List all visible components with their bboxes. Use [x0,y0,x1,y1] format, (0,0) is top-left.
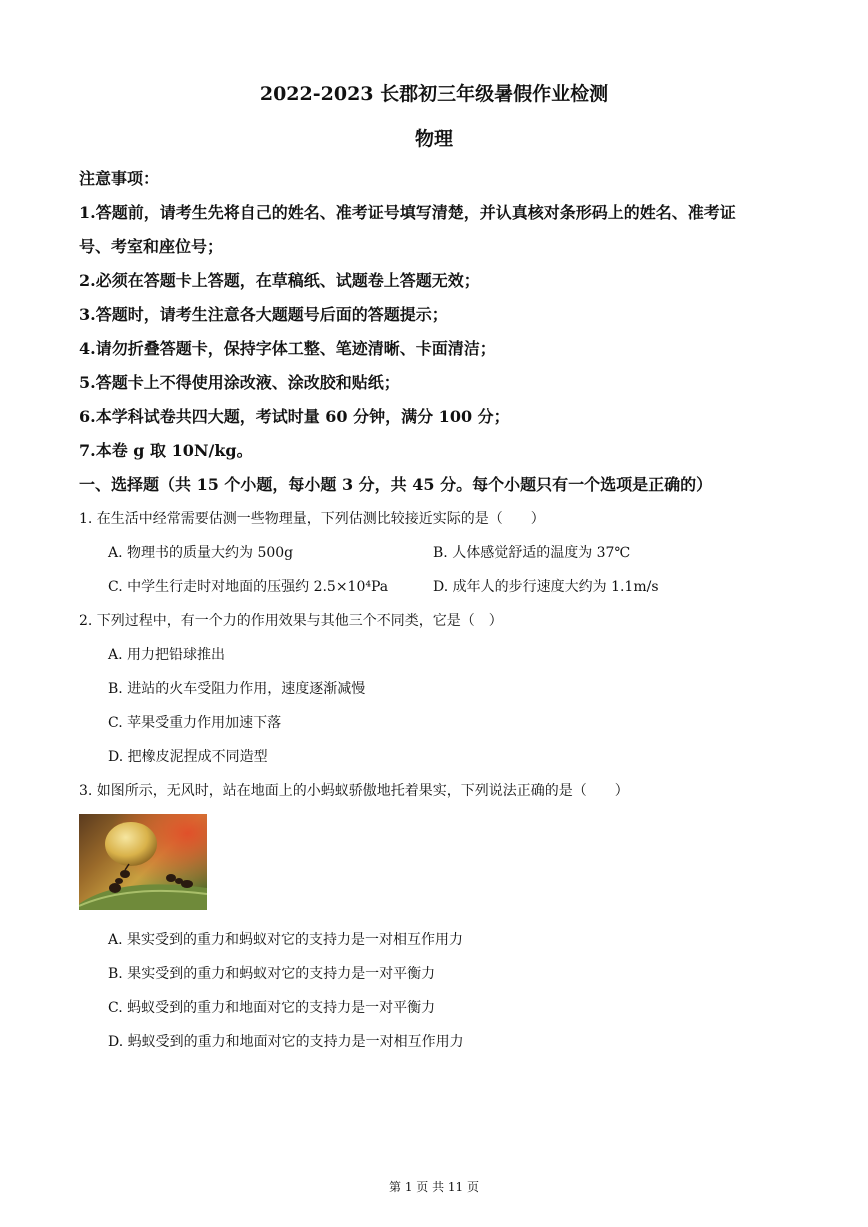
question-2-option-a: A. 用力把铅球推出 [108,647,226,663]
question-1-option-b: B. 人体感觉舒适的温度为 37℃ [433,545,631,561]
note-item: 3.答题时，请考生注意各大题题号后面的答题提示； [79,305,448,324]
question-1-option-a: A. 物理书的质量大约为 500g [108,545,294,561]
question-1-option-c: C. 中学生行走时对地面的压强约 2.5×10⁴Pa [108,579,389,595]
page-footer: 第 1 页 共 11 页 [389,1180,479,1194]
ant-fruit-photo [79,814,207,910]
note-item: 1.答题前，请考生先将自己的姓名、准考证号填写清楚，并认真核对条形码上的姓名、准考证 [79,203,736,222]
note-item: 号、考室和座位号； [79,237,224,256]
exam-title: 2022-2023 长郡初三年级暑假作业检测 [259,83,609,105]
ant-fruit-illustration [79,814,207,910]
notes-heading: 注意事项： [79,169,160,188]
note-item: 5.答题卡上不得使用涂改液、涂改胶和贴纸； [79,373,400,392]
question-2-option-d: D. 把橡皮泥捏成不同造型 [108,749,268,765]
question-3-option-c: C. 蚂蚁受到的重力和地面对它的支持力是一对平衡力 [108,1000,436,1016]
question-2-stem: 2. 下列过程中，有一个力的作用效果与其他三个不同类，它是（ ） [79,613,503,629]
question-1-stem: 1. 在生活中经常需要估测一些物理量，下列估测比较接近实际的是（ ） [79,511,545,527]
question-3-stem: 3. 如图所示，无风时，站在地面上的小蚂蚁骄傲地托着果实，下列说法正确的是（ ） [79,783,629,799]
note-item: 2.必须在答题卡上答题，在草稿纸、试题卷上答题无效； [79,271,480,290]
note-item: 4.请勿折叠答题卡，保持字体工整、笔迹清晰、卡面清洁； [79,339,496,358]
question-1-option-d: D. 成年人的步行速度大约为 1.1m/s [433,579,659,595]
question-2-option-c: C. 苹果受重力作用加速下落 [108,715,282,731]
question-3-option-b: B. 果实受到的重力和蚂蚁对它的支持力是一对平衡力 [108,966,436,982]
note-item: 7.本卷 g 取 10N/kg。 [79,441,253,460]
subject-title: 物理 [414,128,453,150]
question-2-option-b: B. 进站的火车受阻力作用，速度逐渐减慢 [108,681,366,697]
note-item: 6.本学科试卷共四大题，考试时量 60 分钟，满分 100 分； [79,407,510,426]
question-3-option-d: D. 蚂蚁受到的重力和地面对它的支持力是一对相互作用力 [108,1034,464,1050]
question-3-option-a: A. 果实受到的重力和蚂蚁对它的支持力是一对相互作用力 [108,932,464,948]
section-heading: 一、选择题（共 15 个小题，每小题 3 分，共 45 分。每个小题只有一个选项是正确的） [79,475,713,494]
